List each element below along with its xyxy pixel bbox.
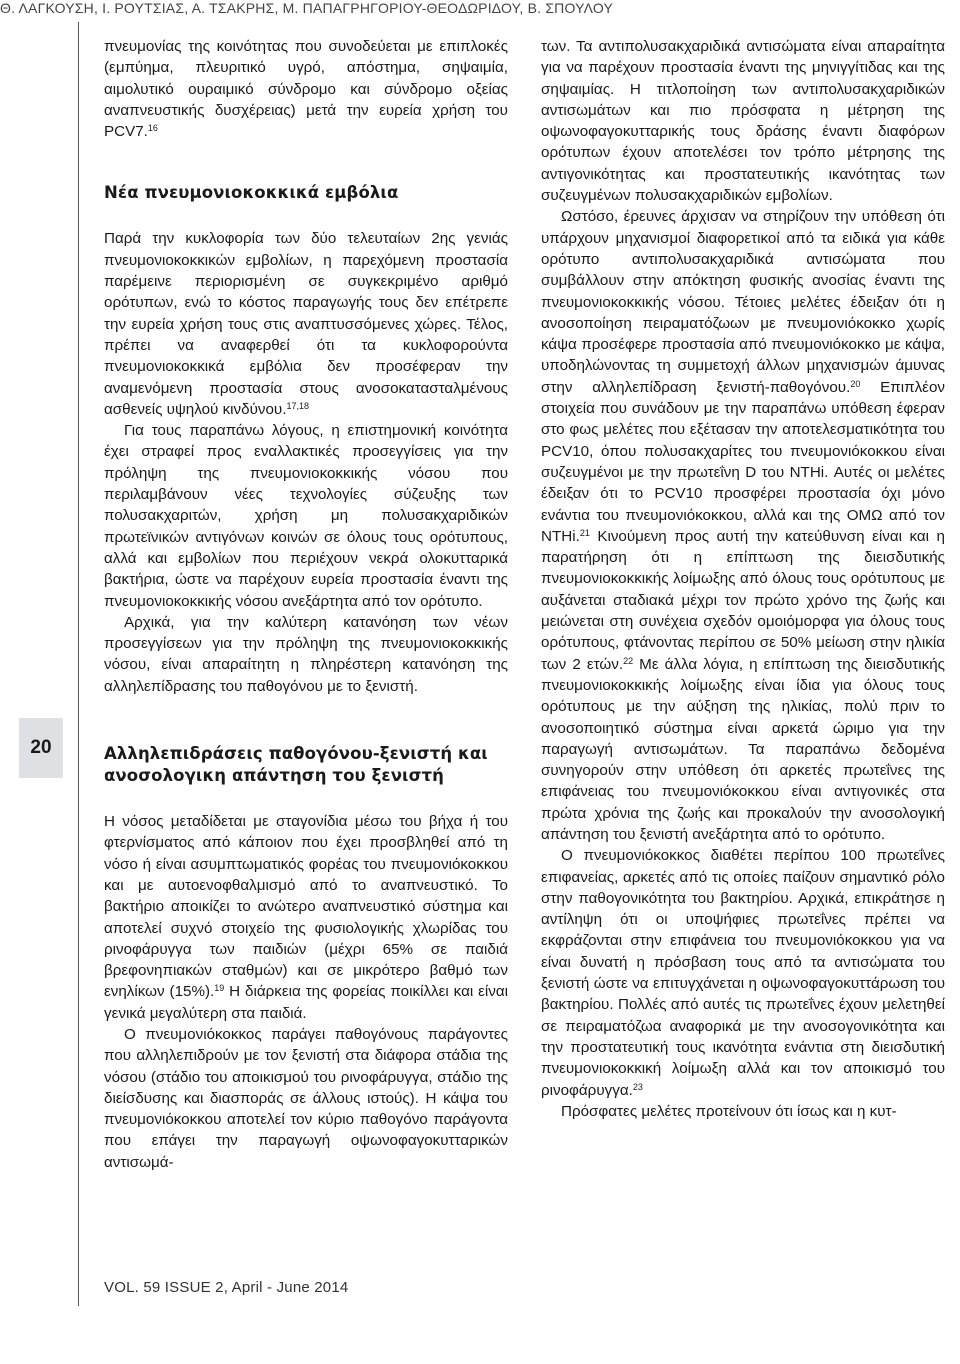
left-column [104, 36, 508, 1173]
paragraph: Η νόσος μεταδίδεται με σταγονίδια μέσω του βήχα ή του φτερνίσματος από κάποιον που έχει προσβληθεί από τη νόσο ή είναι ασυμπτωματικός φορέας του πνευμονιόκοκκου και με αυτοενοφθαλμισμό από το αναπνευστικό. Το βακτήριο αποικίζει το ανώτερο αναπνευστικό σύστημα και αποτελεί συχνό στοιχείο της φυσιολογικής χλωρίδας του ρινοφάρυγγα των παιδιών (μέχρι 65% σε παιδιά βρεφονηπιακών σταθμών) και σε μικρότερο βαθμό των ενηλίκων (15%).$^{19}$ Η διάρκεια της φορείας ποικίλλει και είναι γενικά μεγαλύτερη στα παιδιά. [104, 813, 508, 1022]
paragraph: Ωστόσο, έρευνες άρχισαν να στηρίζουν την υπόθεση ότι υπάρχουν μηχανισμοί διαφορετικοί από τα ειδικά για κάθε ορότυπο αντιπολυσακχαριδικά αντισώματα που συμβάλλουν στην απόκτηση φυσικής ανοσίας έναντι της πνευμονιοκοκκικής νόσου. Τέτοιες μελέτες έδειξαν ότι η ανοσοποίηση πειραματόζωων με πνευμονιόκοκκο χωρίς κάψα προσέφερε προστασία από πνευμονιόκοκκο με κάψα, υποδηλώνοντας τη συμμετοχή άλλων μηχανισμών άμυνας στην αλληλεπίδραση ξενιστή-παθογόνου.$^{20}$ Επιπλέον στοιχεία που συνάδουν με την παραπάνω υπόθεση έφεραν στο φως μελέτες που εξέτασαν την αποτελεσματικότητα του PCV10, όπου πολυσακχαρίτες του πνευμονιόκοκκου είναι συζευγμένοι με την πρωτεΐνη D του NTHi. Αυτές οι μελέτες έδειξαν ότι το PCV10 προσφέρει προστασία όχι μόνο ενάντια του πνευμονιόκοκκου, αλλά και της ΟΜΩ από τον NTHi.$^{21}$ Κινούμενη προς αυτή την κατεύθυνση είναι και η παρατήρηση ότι η επίπτωση της διεισδυτικής πνευμονιοκοκκικής λοίμωξης από όλους τους ορότυπους με αυξάνεται σταδιακά μέχρι τον πρώτο χρόνο της ζωής και μειώνεται στη συνέχεια σχεδόν ομοιόμορφα για όλους τους ορότυπους, φτάνοντας περίπου σε 50% μείωση στην ηλικία των 2 ετών.$^{22}$ Με άλλα λόγια, η επίπτωση της διεισδυτικής πνευμονιοκοκκικής λοίμωξης είναι ίδια για όλους τους ορότυπους με την αύξηση της ηλικίας, πολύ πριν το ανοσοποιητικό σύστημα είναι αρκετά ώριμο για την παραγωγή αντισωμάτων. Τα παραπάνω δεδομένα συνηγορούν στην υπόθεση ότι αρκετές πρωτεΐνες της επιφάνειας του πνευμονιόκοκκου είναι αντιγονικές στα πρώτα χρόνια της ζωής και προκαλούν την ανοσολογική απάντηση του ξενιστή ανεξάρτητα από το ορότυπο. [541, 208, 945, 843]
reference-citation[interactable]: 22 [623, 655, 634, 666]
reference-citation[interactable]: 19 [214, 983, 225, 994]
footer-issue: VOL. 59 ISSUE 2, April - June 2014 [104, 1279, 349, 1296]
column-rule [78, 22, 79, 1306]
paragraph: Για τους παραπάνω λόγους, η επιστημονική κοινότητα έχει στραφεί προς εναλλακτικές προσεγγίσεις για την πρόληψη της πνευμονιοκοκκικής νόσου που περιλαμβάνουν νέες τεχνολογίες σύζευξης των πολυσακχαριτών, χρήση μη πολυσακχαριδικών πρωτεϊνικών αντιγόνων κοινών σε όλους τους ορότυπους, αλλά και εμβολίων που περιέχουν νεκρά ολοκυτταρικά βακτήρια, ώστε να παρέχουν ευρεία προστασία έναντι της πνευμονιοκοκκικής νόσου ανεξάρτητα από τον ορότυπο. [104, 422, 508, 610]
paragraph: πνευμονίας της κοινότητας που συνοδεύεται με επιπλοκές (εμπύημα, πλευριτικό υγρό, απόστημα, σηψαιμία, αιμολυτικό ουραιμικό σύνδρομο και σύνδρομο οξείας αναπνευστικής δυσχέρειας) μετά την ευρεία χρήση του PCV7.16 [104, 38, 508, 141]
paragraph: Ο πνευμονιόκοκκος παράγει παθογόνους παράγοντες που αλληλεπιδρούν με τον ξενιστή στα διάφορα στάδια της νόσου (στάδιο του αποικισμού του ρινοφάρυγγα, στάδιο της διείσδυσης και διασποράς σε άλλους ιστούς). Η κάψα του πνευμονιόκοκκου αποτελεί τον κύριο παθογόνο παράγοντα που επάγει την παραγωγή οψωνοφαγοκυτταρικών αντισωμά- [104, 1025, 508, 1171]
reference-citation[interactable]: 16 [147, 123, 158, 134]
reference-citation[interactable]: 23 [632, 1081, 643, 1092]
reference-citation[interactable]: 17,18 [286, 400, 309, 411]
paragraph: Αρχικά, για την καλύτερη κατανόηση των νέων προσεγγίσεων για την πρόληψη της πνευμονιοκοκκικής νόσου, είναι απαραίτητη η πληρέστερη κατανόηση της αλληλεπίδρασης του παθογόνου με το ξενιστή. [104, 613, 508, 695]
section-heading: Αλληλεπιδράσεις παθογόνου-ξενιστή και ανοσολογικη απάντηση του ξενιστή [104, 744, 488, 786]
running-head: Θ. ΛΑΓΚΟΥΣΗ, Ι. ΡΟΥΤΣΙΑΣ, Α. ΤΣΑΚΡΗΣ, Μ. ΠΑΠΑΓΡΗΓΟΡΙΟΥ-ΘΕΟΔΩΡΙΔΟΥ, Β. ΣΠΟΥΛΟΥ [0, 0, 614, 16]
reference-citation[interactable]: 21 [579, 527, 590, 538]
section-heading: Νέα πνευμονιοκοκκικά εμβόλια [104, 183, 399, 203]
right-column [541, 36, 945, 1122]
paragraph: Πρόσφατες μελέτες προτείνουν ότι ίσως και η κυτ- [561, 1102, 897, 1120]
paragraph: Παρά την κυκλοφορία των δύο τελευταίων 2ης γενιάς πνευμονιοκοκκικών εμβολίων, η παρεχόμενη προστασία παρέμεινε περιορισμένη σε συγκεκριμένο αριθμό ορότυπων, ενώ το κόστος παραγωγής τους δεν επέτρεπε την ευρεία χρήση τους στις αναπτυσσόμενες χώρες. Τέλος, πρέπει να αναφερθεί ότι τα κυκλοφορούντα πνευμονιοκοκκικά εμβόλια δεν προσέφεραν την αναμενόμενη προστασία στους ανοσοκατασταλμένους ασθενείς υψηλού κινδύνου.$^{17,18}$ [104, 230, 508, 418]
reference-citation[interactable]: 20 [850, 378, 861, 389]
page-number: 20 [19, 718, 63, 778]
paragraph: των. Τα αντιπολυσακχαριδικά αντισώματα είναι απαραίτητα για να παρέχουν προστασία έναντι της μηνιγγίτιδας και της σηψαιμίας. Η τιτλοποίηση των αντιπολυσακχαριδικών αντισωμάτων και πιο πρόσφατα η μέτρηση της οψωνοφαγοκυτταρικής τους δράσης έναντι διαφόρων ορότυπων έχουν αποτελέσει τον τρόπο μέτρησης της αντιγονικότητας και προστατευτικής ικανότητας των συζευγμένων πολυσακχαριδικών εμβολίων. [541, 38, 945, 205]
paragraph: Ο πνευμονιόκοκκος διαθέτει περίπου 100 πρωτεΐνες επιφανείας, αρκετές από τις οποίες παίζουν σημαντικό ρόλο στην παθογονικότητα του βακτηρίου. Αρχικά, επικράτησε η αντίληψη ότι οι υποψήφιες πρωτεΐνες πρέπει να εκφράζονται στην επιφάνεια του πνευμονιόκοκκου για να είναι δυνατή η πρόσβαση τους από τα αντισώματα του ξενιστή ώστε να επιτυγχάνεται η οψωνοφαγοκυττάρωση του βακτηρίου. Πολλές από αυτές τις πρωτεΐνες έχουν μελετηθεί σε πειραματόζωα αναφορικά με την ανοσογονικότητα και την προστατευτική τους ικανότητα ενάντια στη διεισδυτική πνευμονιοκοκκική λοίμωξη αλλά και τον αποικισμό του ρινοφάρυγγα.$^{23}$ [541, 847, 945, 1099]
